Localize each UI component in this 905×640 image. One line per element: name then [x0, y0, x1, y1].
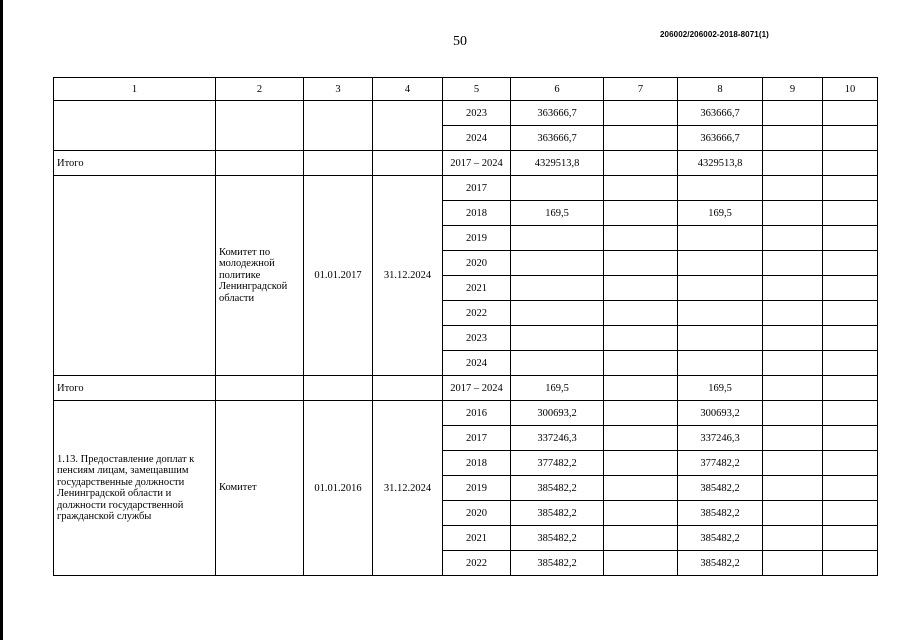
header-cell: 2 — [216, 78, 304, 101]
empty-cell — [763, 101, 823, 126]
empty-cell — [604, 276, 678, 301]
amount-cell: 363666,7 — [511, 126, 604, 151]
year-cell: 2023 — [443, 326, 511, 351]
empty-cell — [763, 251, 823, 276]
amount-cell: 385482,2 — [678, 476, 763, 501]
empty-cell — [604, 501, 678, 526]
start-date-cell — [304, 101, 373, 151]
table-row — [54, 176, 878, 201]
amount-cell: 169,5 — [511, 376, 604, 401]
amount-cell: 169,5 — [511, 201, 604, 226]
amount-cell: 377482,2 — [678, 451, 763, 476]
year-cell: 2024 — [443, 126, 511, 151]
empty-cell — [604, 126, 678, 151]
year-cell: 2017 — [443, 176, 511, 201]
header-cell: 6 — [511, 78, 604, 101]
amount-cell — [511, 351, 604, 376]
empty-cell — [216, 376, 304, 401]
amount-cell: 300693,2 — [678, 401, 763, 426]
amount-cell: 385482,2 — [511, 501, 604, 526]
amount-cell: 385482,2 — [511, 551, 604, 576]
empty-cell — [763, 401, 823, 426]
amount-cell — [678, 326, 763, 351]
empty-cell — [604, 301, 678, 326]
left-edge-bar — [0, 0, 3, 640]
amount-cell: 337246,3 — [678, 426, 763, 451]
amount-cell: 363666,7 — [678, 101, 763, 126]
header-row — [54, 78, 878, 101]
amount-cell: 363666,7 — [511, 101, 604, 126]
end-date-cell — [373, 101, 443, 151]
amount-cell — [678, 251, 763, 276]
empty-cell — [823, 426, 878, 451]
total-label: Итого — [54, 151, 216, 176]
amount-cell — [511, 276, 604, 301]
header-cell: 4 — [373, 78, 443, 101]
empty-cell — [763, 326, 823, 351]
amount-cell: 385482,2 — [678, 551, 763, 576]
total-label: Итого — [54, 376, 216, 401]
empty-cell — [373, 151, 443, 176]
empty-cell — [823, 526, 878, 551]
year-cell: 2020 — [443, 501, 511, 526]
empty-cell — [823, 501, 878, 526]
table-row — [54, 401, 878, 426]
empty-cell — [823, 226, 878, 251]
period-cell: 2017 – 2024 — [443, 151, 511, 176]
amount-cell: 169,5 — [678, 201, 763, 226]
empty-cell — [54, 176, 216, 376]
executor-cell: Комитет по молодежной политике Ленинградской области — [216, 176, 304, 376]
empty-cell — [823, 376, 878, 401]
empty-cell — [604, 426, 678, 451]
empty-cell — [604, 226, 678, 251]
empty-cell — [604, 476, 678, 501]
amount-cell: 363666,7 — [678, 126, 763, 151]
executor-cell: Комитет — [216, 401, 304, 576]
total-row — [54, 376, 878, 401]
start-date-cell: 01.01.2016 — [304, 401, 373, 576]
amount-cell — [511, 176, 604, 201]
year-cell: 2019 — [443, 226, 511, 251]
year-cell: 2018 — [443, 201, 511, 226]
empty-cell — [604, 451, 678, 476]
empty-cell — [823, 101, 878, 126]
empty-cell — [763, 351, 823, 376]
year-cell: 2018 — [443, 451, 511, 476]
amount-cell: 4329513,8 — [511, 151, 604, 176]
empty-cell — [823, 151, 878, 176]
empty-cell — [763, 551, 823, 576]
year-cell: 2023 — [443, 101, 511, 126]
amount-cell: 385482,2 — [511, 526, 604, 551]
empty-cell — [604, 376, 678, 401]
empty-cell — [216, 151, 304, 176]
amount-cell: 300693,2 — [511, 401, 604, 426]
empty-cell — [763, 376, 823, 401]
empty-cell — [823, 401, 878, 426]
empty-cell — [823, 176, 878, 201]
empty-cell — [54, 101, 216, 151]
start-date-cell: 01.01.2017 — [304, 176, 373, 376]
amount-cell: 385482,2 — [678, 526, 763, 551]
empty-cell — [604, 101, 678, 126]
empty-cell — [823, 126, 878, 151]
end-date-cell: 31.12.2024 — [373, 176, 443, 376]
empty-cell — [604, 151, 678, 176]
year-cell: 2022 — [443, 301, 511, 326]
header-cell: 7 — [604, 78, 678, 101]
empty-cell — [763, 226, 823, 251]
empty-cell — [763, 301, 823, 326]
executor-cell — [216, 101, 304, 151]
amount-cell: 4329513,8 — [678, 151, 763, 176]
year-cell: 2016 — [443, 401, 511, 426]
header-cell: 5 — [443, 78, 511, 101]
empty-cell — [823, 301, 878, 326]
amount-cell — [511, 326, 604, 351]
header-cell: 9 — [763, 78, 823, 101]
amount-cell — [678, 351, 763, 376]
empty-cell — [604, 401, 678, 426]
year-cell: 2021 — [443, 276, 511, 301]
empty-cell — [823, 351, 878, 376]
empty-cell — [604, 176, 678, 201]
empty-cell — [823, 276, 878, 301]
amount-cell — [511, 251, 604, 276]
amount-cell — [678, 276, 763, 301]
empty-cell — [763, 501, 823, 526]
empty-cell — [604, 201, 678, 226]
empty-cell — [304, 376, 373, 401]
empty-cell — [604, 351, 678, 376]
empty-cell — [373, 376, 443, 401]
header-cell: 1 — [54, 78, 216, 101]
year-cell: 2017 — [443, 426, 511, 451]
empty-cell — [763, 526, 823, 551]
empty-cell — [763, 426, 823, 451]
empty-cell — [604, 526, 678, 551]
total-row — [54, 151, 878, 176]
measure-name-cell: 1.13. Предоставление доплат к пенсиям лицам, замещавшим государственные должности Ленинградской области и должности государственной гражданской службы — [54, 401, 216, 576]
header-cell: 3 — [304, 78, 373, 101]
document-code: 206002/206002-2018-8071(1) — [660, 30, 769, 39]
empty-cell — [763, 126, 823, 151]
empty-cell — [823, 476, 878, 501]
empty-cell — [304, 151, 373, 176]
year-cell: 2022 — [443, 551, 511, 576]
page-number: 50 — [453, 34, 467, 49]
empty-cell — [823, 326, 878, 351]
end-date-cell: 31.12.2024 — [373, 401, 443, 576]
year-cell: 2020 — [443, 251, 511, 276]
amount-cell: 385482,2 — [678, 501, 763, 526]
empty-cell — [763, 201, 823, 226]
amount-cell — [678, 301, 763, 326]
table-row — [54, 101, 878, 126]
empty-cell — [823, 251, 878, 276]
year-cell: 2019 — [443, 476, 511, 501]
empty-cell — [823, 451, 878, 476]
empty-cell — [763, 451, 823, 476]
amount-cell — [511, 226, 604, 251]
empty-cell — [763, 276, 823, 301]
amount-cell — [678, 226, 763, 251]
amount-cell: 337246,3 — [511, 426, 604, 451]
year-cell: 2021 — [443, 526, 511, 551]
header-cell: 10 — [823, 78, 878, 101]
empty-cell — [604, 551, 678, 576]
empty-cell — [604, 326, 678, 351]
amount-cell: 169,5 — [678, 376, 763, 401]
period-cell: 2017 – 2024 — [443, 376, 511, 401]
empty-cell — [763, 176, 823, 201]
empty-cell — [823, 551, 878, 576]
amount-cell — [511, 301, 604, 326]
amount-cell — [678, 176, 763, 201]
amount-cell: 385482,2 — [511, 476, 604, 501]
empty-cell — [763, 151, 823, 176]
empty-cell — [604, 251, 678, 276]
budget-table — [53, 77, 878, 576]
empty-cell — [823, 201, 878, 226]
empty-cell — [763, 476, 823, 501]
header-cell: 8 — [678, 78, 763, 101]
year-cell: 2024 — [443, 351, 511, 376]
amount-cell: 377482,2 — [511, 451, 604, 476]
table-body — [54, 78, 878, 576]
